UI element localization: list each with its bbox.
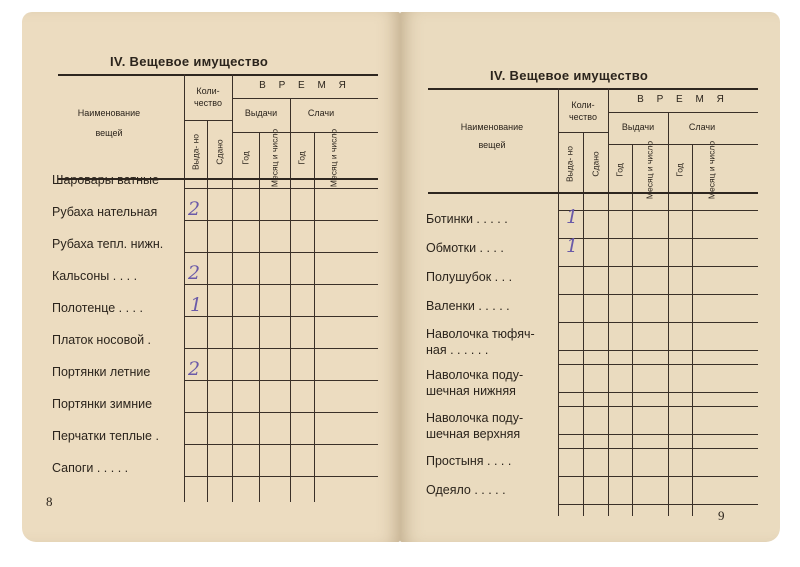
return-year-header: Год	[296, 151, 307, 165]
qty-header-line1: Коли-	[571, 100, 595, 110]
list-item: Рубаха нательная	[52, 205, 158, 219]
issue-header: Выдачи	[244, 108, 278, 118]
list-item: Обмотки . . . .	[426, 241, 504, 255]
returned-header: Сдано	[590, 151, 601, 177]
issue-year-header: Год	[614, 163, 625, 177]
return-month-day-header: Месяц и число	[706, 140, 717, 200]
issued-header: Выда- но	[190, 133, 201, 171]
qty-handwritten: 2	[188, 358, 201, 380]
list-item: Платок носовой .	[52, 333, 152, 347]
list-item-cont: шечная верхняя	[426, 427, 521, 441]
list-item: Сапоги . . . . .	[52, 461, 129, 475]
issue-year-header: Год	[240, 151, 251, 165]
name-header-line2: вещей	[95, 128, 123, 138]
list-item: Кальсоны . . . .	[52, 269, 138, 283]
qty-handwritten: 1	[566, 235, 579, 257]
page-number: 9	[718, 508, 725, 523]
list-item: Портянки летние	[52, 365, 151, 379]
header-top-rule	[428, 88, 758, 90]
list-item: Полотенце . . . .	[52, 301, 143, 315]
header-top-rule	[58, 74, 378, 76]
return-year-header: Год	[674, 163, 685, 177]
list-item: Полушубок . . .	[426, 270, 513, 284]
returned-header: Сдано	[214, 139, 225, 165]
list-item: Рубаха тепл. нижн.	[52, 237, 164, 251]
right-page-title: IV. Вещевое имущество	[490, 68, 649, 83]
return-header: Слачи	[688, 122, 716, 132]
name-header-line1: Наименование	[77, 108, 141, 118]
left-page	[22, 12, 400, 542]
issued-header: Выда- но	[564, 145, 575, 183]
list-item: Шаровары ватные	[52, 173, 159, 187]
list-item: Наволочка поду-	[426, 411, 524, 425]
list-item: Наволочка тюфяч-	[426, 327, 535, 341]
issue-month-day-header: Месяц и число	[269, 128, 280, 188]
page-number: 8	[46, 494, 53, 509]
qty-header-line2: чество	[568, 112, 597, 122]
time-header: В Р Е М Я	[259, 80, 351, 91]
list-item: Валенки . . . . .	[426, 299, 510, 313]
list-item: Наволочка поду-	[426, 368, 524, 382]
list-item-cont: ная . . . . . .	[426, 343, 489, 357]
qty-handwritten: 2	[188, 262, 201, 284]
name-header-line2: вещей	[478, 140, 506, 150]
list-item-cont: шечная нижняя	[426, 384, 516, 398]
return-month-day-header: Месяц и число	[328, 128, 339, 188]
right-page	[400, 12, 780, 542]
issue-month-day-header: Месяц и число	[644, 140, 655, 200]
name-header-line1: Наименование	[460, 122, 524, 132]
time-header: В Р Е М Я	[637, 94, 729, 105]
list-item: Ботинки . . . . .	[426, 212, 508, 226]
return-header: Слачи	[307, 108, 335, 118]
list-item: Портянки зимние	[52, 397, 153, 411]
qty-handwritten: 1	[566, 206, 579, 228]
list-item: Перчатки теплые .	[52, 429, 159, 443]
left-page-title: IV. Вещевое имущество	[110, 54, 269, 69]
list-item: Простыня . . . .	[426, 454, 512, 468]
issue-header: Выдачи	[621, 122, 655, 132]
qty-header-line1: Коли-	[196, 86, 220, 96]
qty-handwritten: 2	[188, 198, 201, 220]
qty-handwritten: 1	[190, 294, 203, 316]
qty-header-line2: чество	[193, 98, 222, 108]
list-item: Одеяло . . . . .	[426, 483, 506, 497]
